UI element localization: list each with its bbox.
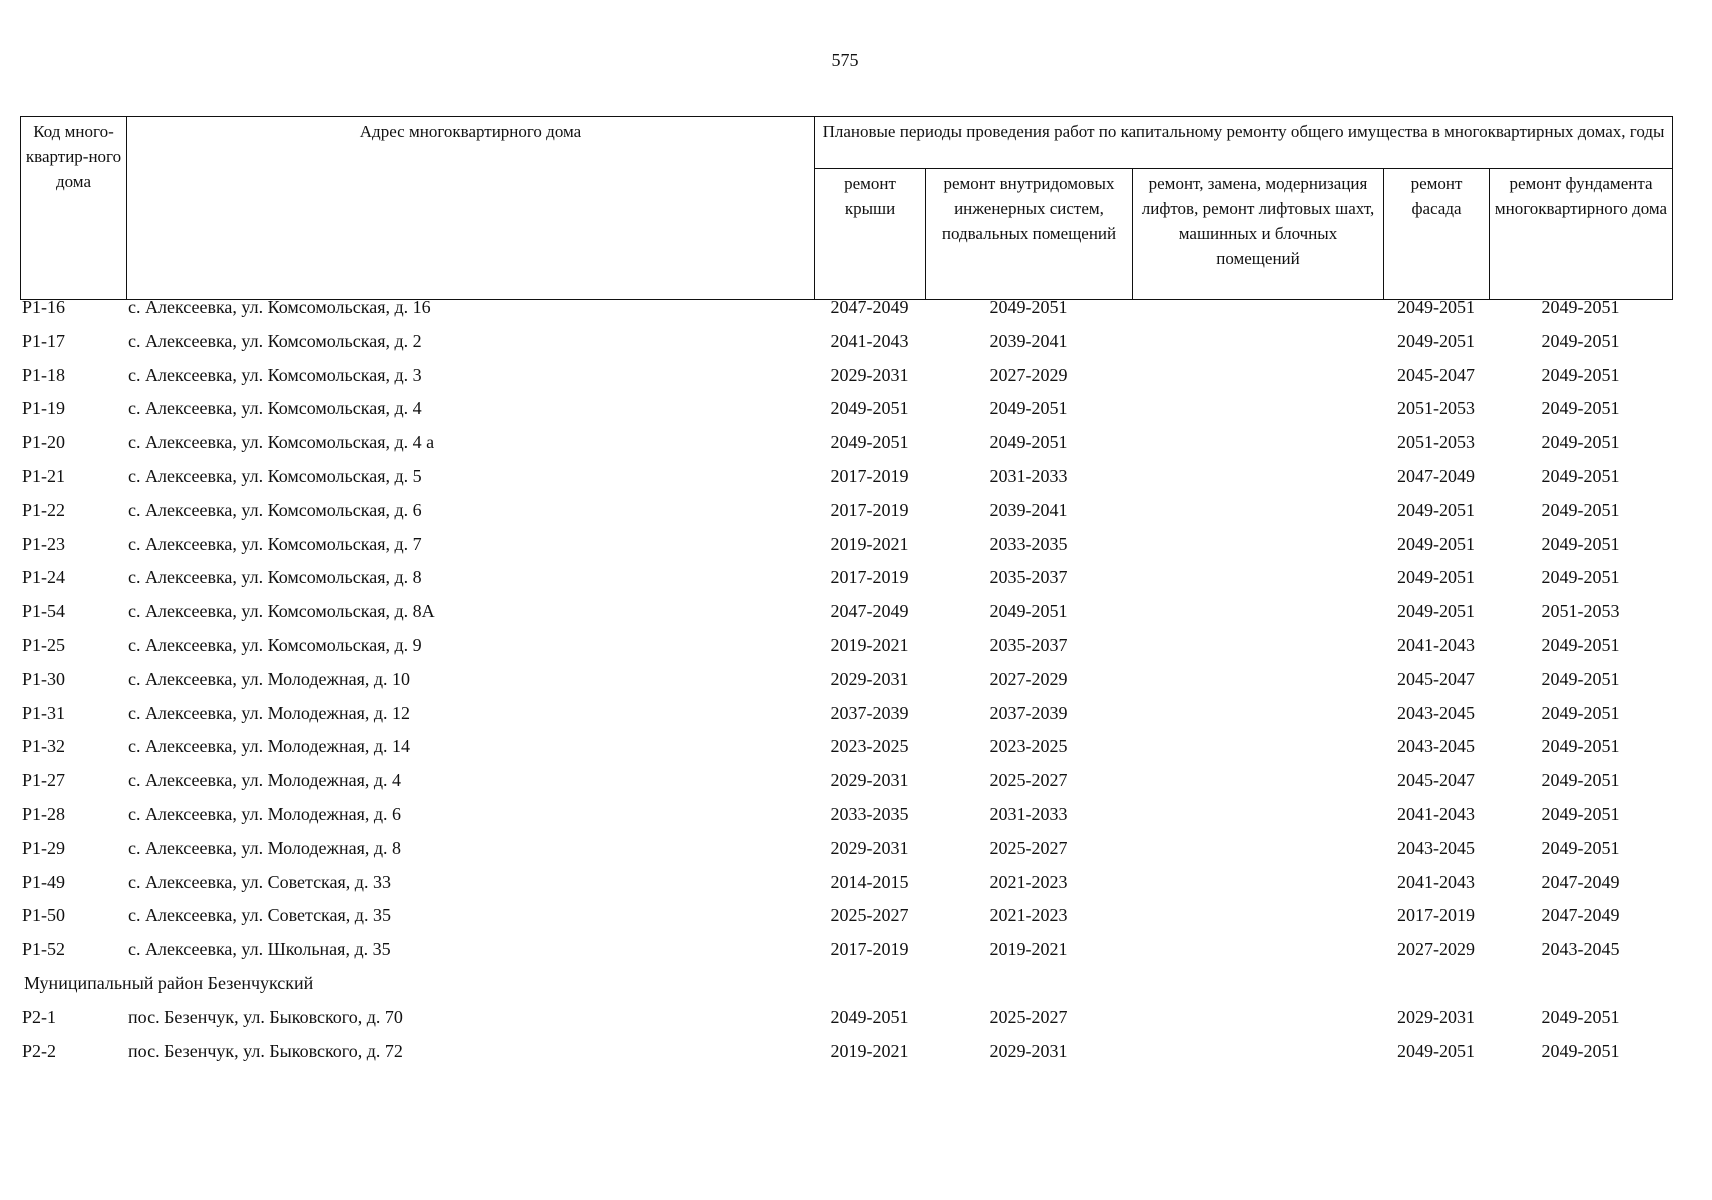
cell-code: Р1-20 (22, 432, 66, 453)
cell-roof: 2037-2039 (830, 702, 909, 723)
cell-foundation: 2049-2051 (1541, 1006, 1620, 1027)
cell-address: с. Алексеевка, ул. Молодежная, д. 10 (128, 668, 411, 689)
cell-systems: 2049-2051 (989, 432, 1068, 453)
header-foundation: ремонт фундамента многоквартирного дома (1490, 169, 1673, 300)
cell-foundation: 2049-2051 (1541, 364, 1620, 385)
cell-code: Р1-30 (22, 668, 66, 689)
cell-facade: 2045-2047 (1397, 770, 1475, 791)
cell-foundation: 2049-2051 (1541, 330, 1620, 351)
cell-facade: 2045-2047 (1397, 364, 1475, 385)
cell-facade: 2045-2047 (1397, 668, 1475, 689)
cell-foundation: 2049-2051 (1541, 465, 1620, 486)
cell-code: Р1-24 (22, 567, 66, 588)
table-body (20, 297, 1672, 1074)
table-row (20, 432, 1672, 466)
cell-address: с. Алексеевка, ул. Комсомольская, д. 2 (128, 330, 422, 351)
page-number: 575 (831, 50, 859, 70)
cell-systems: 2025-2027 (989, 770, 1068, 791)
cell-lifts (1132, 365, 1383, 399)
cell-lifts (1132, 567, 1383, 601)
cell-systems: 2035-2037 (989, 567, 1068, 588)
cell-address: с. Алексеевка, ул. Комсомольская, д. 7 (128, 533, 422, 554)
table-row (20, 736, 1672, 770)
cell-code: Р2-2 (22, 1040, 57, 1061)
table-header (20, 116, 1673, 300)
table-row (20, 804, 1672, 838)
cell-facade: 2043-2045 (1397, 702, 1475, 723)
cell-facade: 2049-2051 (1397, 601, 1475, 622)
cell-lifts (1132, 770, 1383, 804)
cell-lifts (1132, 736, 1383, 770)
cell-roof: 2017-2019 (830, 465, 909, 486)
table-row (20, 669, 1672, 703)
cell-address: с. Алексеевка, ул. Комсомольская, д. 9 (128, 634, 422, 655)
header-address: Адрес многоквартирного дома (127, 117, 815, 300)
cell-foundation: 2049-2051 (1541, 837, 1620, 858)
cell-systems: 2049-2051 (989, 398, 1068, 419)
cell-systems: 2031-2033 (989, 803, 1068, 824)
table-row (20, 635, 1672, 669)
cell-address: с. Алексеевка, ул. Советская, д. 35 (128, 905, 391, 926)
table-row (20, 838, 1672, 872)
cell-systems: 2021-2023 (989, 905, 1068, 926)
cell-roof: 2047-2049 (830, 601, 909, 622)
cell-address: с. Алексеевка, ул. Комсомольская, д. 4 а (128, 432, 435, 453)
cell-foundation: 2049-2051 (1541, 567, 1620, 588)
cell-lifts (1132, 905, 1383, 939)
header-roof: ремонт крыши (815, 169, 926, 300)
table-row (20, 500, 1672, 534)
cell-roof: 2019-2021 (830, 533, 909, 554)
data-table (20, 297, 1672, 1074)
cell-code: Р1-29 (22, 837, 66, 858)
cell-facade: 2049-2051 (1397, 567, 1475, 588)
cell-address: с. Алексеевка, ул. Молодежная, д. 4 (128, 770, 402, 791)
cell-facade: 2027-2029 (1397, 939, 1475, 960)
cell-lifts (1132, 804, 1383, 838)
cell-foundation: 2049-2051 (1541, 702, 1620, 723)
cell-roof: 2019-2021 (830, 634, 909, 655)
cell-roof: 2029-2031 (830, 364, 909, 385)
cell-address: с. Алексеевка, ул. Комсомольская, д. 8А (128, 601, 435, 622)
cell-address: с. Алексеевка, ул. Молодежная, д. 8 (128, 837, 402, 858)
cell-facade: 2017-2019 (1397, 905, 1475, 926)
cell-systems: 2049-2051 (989, 601, 1068, 622)
cell-systems: 2035-2037 (989, 634, 1068, 655)
header-facade: ремонт фасада (1384, 169, 1490, 300)
cell-foundation: 2049-2051 (1541, 432, 1620, 453)
cell-roof: 2023-2025 (830, 736, 909, 757)
cell-facade: 2043-2045 (1397, 837, 1475, 858)
cell-facade: 2049-2051 (1397, 1040, 1475, 1061)
section-label: Муниципальный район Безенчукский (24, 972, 314, 993)
cell-roof: 2025-2027 (830, 905, 909, 926)
cell-address: с. Алексеевка, ул. Комсомольская, д. 3 (128, 364, 422, 385)
cell-lifts (1132, 398, 1383, 432)
table-row (20, 297, 1672, 331)
cell-roof: 2014-2015 (830, 871, 909, 892)
header-code: Код много-квартир-ного дома (21, 117, 127, 300)
cell-code: Р1-25 (22, 634, 66, 655)
cell-systems: 2039-2041 (989, 499, 1068, 520)
cell-lifts (1132, 703, 1383, 737)
cell-address: с. Алексеевка, ул. Молодежная, д. 14 (128, 736, 411, 757)
table-row (20, 534, 1672, 568)
header-systems: ремонт внутридомовых инженерных систем, подвальных помещений (926, 169, 1133, 300)
table-row (20, 601, 1672, 635)
table-row (20, 872, 1672, 906)
cell-roof: 2047-2049 (830, 297, 909, 317)
cell-foundation: 2043-2045 (1541, 939, 1620, 960)
cell-facade: 2051-2053 (1397, 432, 1475, 453)
cell-systems: 2033-2035 (989, 533, 1068, 554)
cell-lifts (1132, 635, 1383, 669)
cell-foundation: 2049-2051 (1541, 770, 1620, 791)
cell-foundation: 2051-2053 (1541, 601, 1620, 622)
cell-code: Р1-27 (22, 770, 66, 791)
cell-code: Р1-50 (22, 905, 66, 926)
cell-roof: 2049-2051 (830, 432, 909, 453)
table-row (20, 365, 1672, 399)
cell-systems: 2027-2029 (989, 364, 1068, 385)
cell-code: Р1-16 (22, 297, 66, 317)
cell-address: с. Алексеевка, ул. Комсомольская, д. 4 (128, 398, 422, 419)
cell-lifts (1132, 1007, 1383, 1041)
cell-address: с. Алексеевка, ул. Молодежная, д. 6 (128, 803, 402, 824)
cell-systems: 2027-2029 (989, 668, 1068, 689)
cell-address: с. Алексеевка, ул. Школьная, д. 35 (128, 939, 391, 960)
cell-roof: 2017-2019 (830, 499, 909, 520)
cell-address: с. Алексеевка, ул. Молодежная, д. 12 (128, 702, 411, 723)
header-periods: Плановые периоды проведения работ по капитальному ремонту общего имущества в многоквартирных домах, годы (815, 117, 1673, 169)
cell-facade: 2041-2043 (1397, 871, 1475, 892)
cell-systems: 2019-2021 (989, 939, 1068, 960)
cell-lifts (1132, 601, 1383, 635)
cell-code: Р1-19 (22, 398, 66, 419)
cell-address: с. Алексеевка, ул. Комсомольская, д. 16 (128, 297, 431, 317)
cell-systems: 2025-2027 (989, 1006, 1068, 1027)
cell-code: Р1-22 (22, 499, 66, 520)
cell-facade: 2049-2051 (1397, 297, 1475, 317)
cell-systems: 2049-2051 (989, 297, 1068, 317)
cell-address: с. Алексеевка, ул. Советская, д. 33 (128, 871, 391, 892)
table-row (20, 905, 1672, 939)
cell-facade: 2049-2051 (1397, 330, 1475, 351)
table-row (20, 331, 1672, 365)
cell-roof: 2029-2031 (830, 668, 909, 689)
cell-facade: 2049-2051 (1397, 499, 1475, 520)
table-row (20, 770, 1672, 804)
cell-facade: 2049-2051 (1397, 533, 1475, 554)
cell-code: Р1-31 (22, 702, 66, 723)
cell-foundation: 2049-2051 (1541, 634, 1620, 655)
cell-address: с. Алексеевка, ул. Комсомольская, д. 6 (128, 499, 422, 520)
section-row (20, 973, 1672, 1007)
cell-code: Р1-17 (22, 330, 66, 351)
cell-code: Р2-1 (22, 1006, 57, 1027)
cell-facade: 2043-2045 (1397, 736, 1475, 757)
table-row (20, 466, 1672, 500)
cell-code: Р1-21 (22, 465, 66, 486)
cell-roof: 2033-2035 (830, 803, 909, 824)
cell-lifts (1132, 1041, 1383, 1075)
cell-facade: 2041-2043 (1397, 803, 1475, 824)
cell-roof: 2029-2031 (830, 770, 909, 791)
cell-code: Р1-49 (22, 871, 66, 892)
cell-foundation: 2049-2051 (1541, 1040, 1620, 1061)
cell-foundation: 2049-2051 (1541, 533, 1620, 554)
cell-code: Р1-32 (22, 736, 66, 757)
cell-systems: 2029-2031 (989, 1040, 1068, 1061)
cell-lifts (1132, 500, 1383, 534)
cell-facade: 2029-2031 (1397, 1006, 1475, 1027)
cell-foundation: 2049-2051 (1541, 398, 1620, 419)
cell-address: с. Алексеевка, ул. Комсомольская, д. 8 (128, 567, 422, 588)
cell-lifts (1132, 872, 1383, 906)
table-row (20, 398, 1672, 432)
cell-address: пос. Безенчук, ул. Быковского, д. 72 (128, 1040, 403, 1061)
table-row (20, 939, 1672, 973)
cell-systems: 2037-2039 (989, 702, 1068, 723)
cell-lifts (1132, 331, 1383, 365)
table-row (20, 567, 1672, 601)
cell-facade: 2047-2049 (1397, 465, 1475, 486)
cell-systems: 2025-2027 (989, 837, 1068, 858)
cell-systems: 2031-2033 (989, 465, 1068, 486)
cell-systems: 2021-2023 (989, 871, 1068, 892)
cell-roof: 2049-2051 (830, 1006, 909, 1027)
cell-code: Р1-54 (22, 601, 66, 622)
cell-foundation: 2049-2051 (1541, 736, 1620, 757)
cell-roof: 2017-2019 (830, 939, 909, 960)
cell-lifts (1132, 838, 1383, 872)
cell-lifts (1132, 939, 1383, 973)
table-row (20, 1007, 1672, 1041)
cell-lifts (1132, 297, 1383, 331)
cell-lifts (1132, 534, 1383, 568)
cell-code: Р1-23 (22, 533, 66, 554)
cell-systems: 2023-2025 (989, 736, 1068, 757)
cell-code: Р1-52 (22, 939, 66, 960)
cell-address: с. Алексеевка, ул. Комсомольская, д. 5 (128, 465, 422, 486)
cell-lifts (1132, 669, 1383, 703)
table-row (20, 1041, 1672, 1075)
cell-code: Р1-28 (22, 803, 66, 824)
table-row (20, 703, 1672, 737)
cell-foundation: 2047-2049 (1541, 871, 1620, 892)
cell-lifts (1132, 432, 1383, 466)
cell-roof: 2041-2043 (830, 330, 909, 351)
cell-foundation: 2047-2049 (1541, 905, 1620, 926)
cell-roof: 2049-2051 (830, 398, 909, 419)
cell-facade: 2051-2053 (1397, 398, 1475, 419)
cell-lifts (1132, 466, 1383, 500)
cell-facade: 2041-2043 (1397, 634, 1475, 655)
header-lifts: ремонт, замена, модернизация лифтов, ремонт лифтовых шахт, машинных и блочных помещений (1133, 169, 1384, 300)
cell-foundation: 2049-2051 (1541, 803, 1620, 824)
cell-foundation: 2049-2051 (1541, 297, 1620, 317)
cell-foundation: 2049-2051 (1541, 668, 1620, 689)
cell-roof: 2029-2031 (830, 837, 909, 858)
cell-code: Р1-18 (22, 364, 66, 385)
cell-roof: 2017-2019 (830, 567, 909, 588)
cell-foundation: 2049-2051 (1541, 499, 1620, 520)
cell-roof: 2019-2021 (830, 1040, 909, 1061)
cell-address: пос. Безенчук, ул. Быковского, д. 70 (128, 1006, 403, 1027)
cell-systems: 2039-2041 (989, 330, 1068, 351)
